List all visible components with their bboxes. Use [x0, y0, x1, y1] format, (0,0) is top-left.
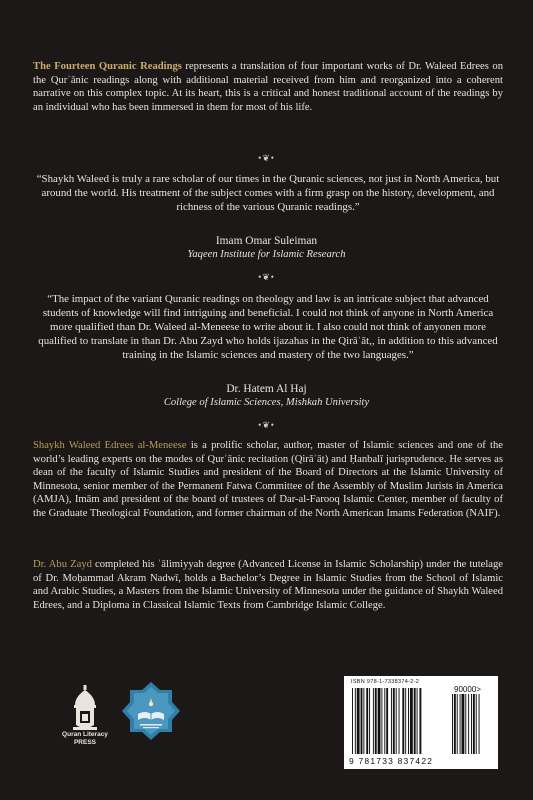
barcode-addon-bar	[468, 694, 469, 754]
barcode-digits: 9 781733 837422	[349, 756, 434, 766]
barcode-bar	[369, 688, 370, 754]
barcode-bar	[361, 688, 363, 754]
barcode-bar	[391, 688, 392, 754]
isbn-text: ISBN 978-1-7338374-2-2	[351, 679, 420, 685]
barcode-addon-bar	[473, 694, 475, 754]
barcode-bar	[399, 688, 400, 754]
barcode-bar	[419, 688, 421, 754]
barcode-addon-bar	[465, 694, 466, 754]
ornament-divider: •❦•	[258, 420, 275, 430]
barcode-addon-bar	[462, 694, 465, 754]
barcode-bar	[410, 688, 413, 754]
barcode-bar	[393, 688, 395, 754]
endorser-name-2: Dr. Hatem Al Haj	[226, 383, 307, 395]
barcode-bar	[386, 688, 388, 754]
author-bio	[33, 439, 503, 521]
translator-bio-text: completed his ʿālimiyyah degree (Advanced License in Islamic Scholarship) under the tutelage of Dr. Moḥammad Akram Nadwī, holds a Bachelor’s Degree in Islamic Studies from the School of Islamic and Arabic Studies, a Masters from the Islamic University of Minnesota under the guidance of Shaykh Waleed Edrees, and a Diploma in Classical Islamic Texts from Cambridge Islamic College.	[33, 559, 503, 611]
barcode-addon-bar	[476, 694, 477, 754]
intro-paragraph	[33, 60, 503, 114]
endorsement-quote-1: “Shaykh Waleed is truly a rare scholar of our times in the Quranic sciences, not just in North America, but around the world. His treatment of the subject comes with a firm grasp on the history, development, and richness of the various Quranic readings.”	[36, 173, 500, 213]
barcode-addon-bar	[452, 694, 453, 754]
barcode-bar	[375, 688, 377, 754]
translator-bio	[33, 558, 503, 612]
university-seal	[120, 680, 182, 742]
author-name: Shaykh Waleed Edrees al-Meneese	[33, 440, 187, 451]
barcode-addon-bar	[479, 694, 480, 754]
publisher-press: PRESS	[73, 739, 97, 746]
author-bio-text: is a prolific scholar, author, master of Islamic sciences and one of the world’s leading experts on the modes of Qurʾānic recitation (Qirāʾāt) and Ḥanbalī jurisprudence. He serves as dean of the faculty of Islamic Studies and president of the Board of Directors at the Islamic University of Minnesota, senior member of the Permanent Fatwa Committee of the Assembly of Muslim Jurists in America (AMJA), Imām and president of the board of trustees of Dar-al-Farooq Islamic Center, member of faculty of the Graduate Theological Foundation, and former chairman of the North American Imams Federation (NAIF).	[33, 440, 503, 519]
barcode-bar	[378, 688, 381, 754]
barcode-addon-bar	[460, 694, 461, 754]
barcode-bars	[352, 688, 490, 756]
barcode-addon-bar	[457, 694, 458, 754]
translator-name: Dr. Abu Zayd	[33, 559, 92, 570]
barcode-bar	[366, 688, 368, 754]
barcode-bar	[357, 688, 360, 754]
barcode-addon-bar	[471, 694, 472, 754]
publisher-logo	[60, 683, 110, 749]
barcode-bar	[402, 688, 404, 754]
barcode-bar	[381, 688, 382, 754]
barcode-bar	[405, 688, 406, 754]
endorser-name-1: Imam Omar Suleiman	[215, 235, 318, 247]
isbn-barcode	[344, 676, 498, 769]
barcode-bar	[396, 688, 397, 754]
barcode-bar	[414, 688, 416, 754]
seal-icon	[120, 680, 182, 742]
barcode-addon-bar	[454, 694, 456, 754]
barcode-bar	[352, 688, 353, 754]
intro-text: represents a translation of four important works of Dr. Waleed Edrees on the Qurʾānic readings along with additional material received from him and reorganized into a coherent narrative on this complex topic. At its heart, this is a critical and honest traditional account of the readings by an individual who has been immersed in them for most of his life.	[33, 61, 503, 113]
ornament-divider: •❦•	[258, 272, 275, 282]
barcode-bar	[384, 688, 385, 754]
endorser-institution-1: Yaqeen Institute for Islamic Research	[187, 249, 346, 260]
price-code: 90000>	[454, 685, 481, 694]
book-title: The Fourteen Quranic Readings	[33, 61, 182, 72]
barcode-bar	[408, 688, 409, 754]
barcode-bar	[355, 688, 356, 754]
publisher-name: Quran Literacy	[62, 731, 108, 738]
barcode-bar	[417, 688, 418, 754]
endorser-institution-2: College of Islamic Sciences, Mishkah University	[163, 397, 370, 408]
ornament-divider: •❦•	[258, 153, 275, 163]
endorsement-quote-2: “The impact of the variant Quranic readings on theology and law is an intricate subject that advanced students of knowledge will find intriguing and beneficial. I could not think of anyone in North America more qualified than Dr. Waleed al-Meneese to write about it. I also could not think of anyonen more qualified to translate in than Dr. Abu Zayd who holds ijazahas in the Qirāʾāt,, in addition to this advanced training in the Islamic sciences and mastery of the two languages.”	[38, 293, 498, 361]
barcode-bar	[363, 688, 364, 754]
barcode-bar	[373, 688, 374, 754]
